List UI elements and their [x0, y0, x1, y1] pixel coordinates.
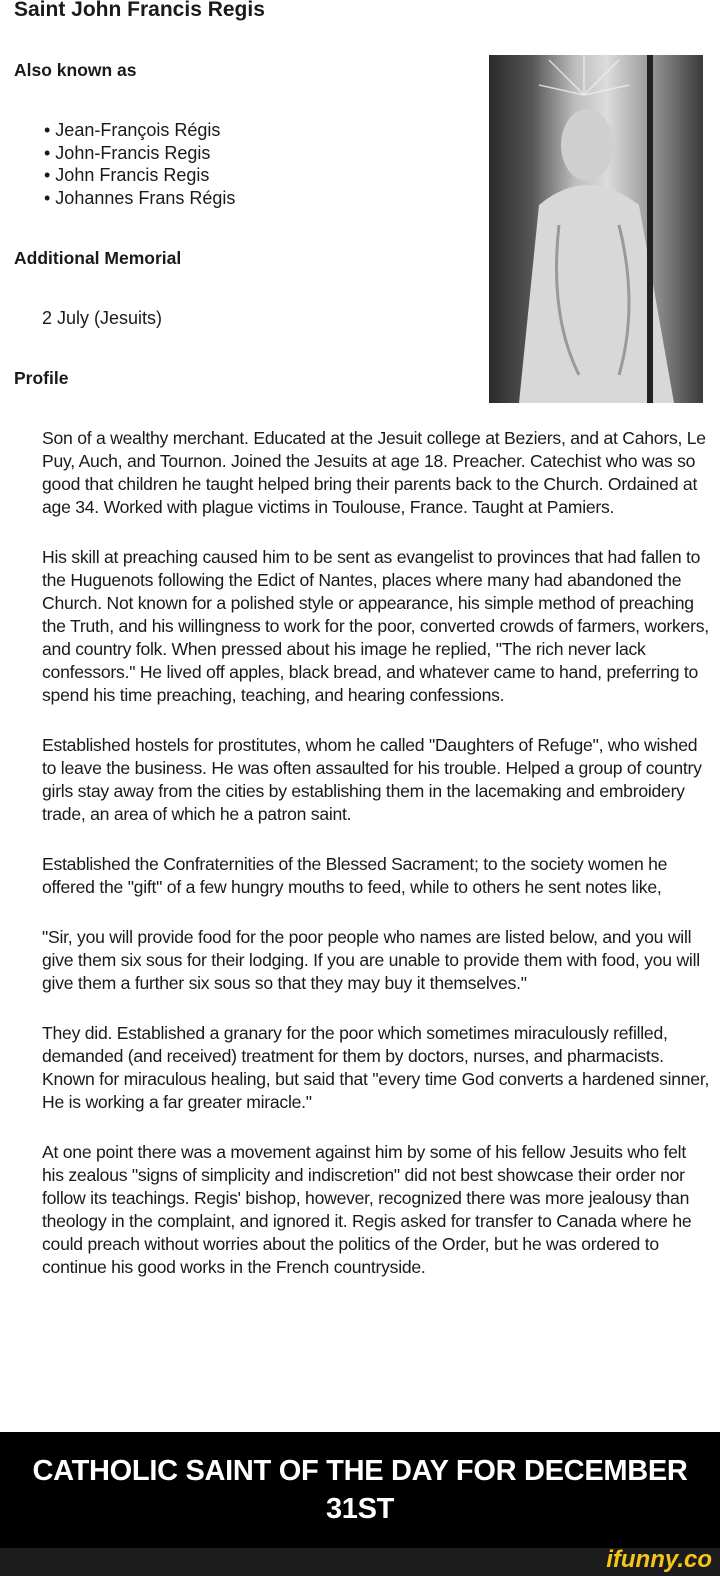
paragraph: His skill at preaching caused him to be sent as evangelist to provinces that had fallen to the Huguenots following the Edict of Nantes, places where many had abandoned the Church. Not known for a polished style or appearance, his simple method of preaching the Truth, and his willingness to work for the poor, converted crowds of farmers, workers, and country folk. When pressed about his image he replied, "The rich never lack confessors." He lived off apples, black bread, and whatever came to hand, preferring to spend his time preaching, teaching, and hearing confessions.	[42, 547, 709, 705]
memorial-heading: Additional Memorial	[14, 248, 182, 268]
paragraph: They did. Established a granary for the poor which sometimes miraculously refilled, demanded (and received) treatment for them by doctors, nurses, and pharmacists. Known for miraculous healing, but said that "every time God converts a hardened sinner, He is working a far greater miracle."	[42, 1023, 710, 1112]
page-title: Saint John Francis Regis	[14, 0, 265, 21]
profile-heading: Profile	[14, 368, 69, 388]
aka-heading: Also known as	[14, 60, 137, 80]
paragraph: Established the Confraternities of the Blessed Sacrament; to the society women he offered the "gift" of a few hungry mouths to feed, while to others he sent notes like,	[42, 854, 668, 897]
paragraph: At one point there was a movement against him by some of his fellow Jesuits who felt his zealous "signs of simplicity and indiscretion" did not best showcase their order nor follow its teachings. Regis' bishop, however, recognized there was more jealousy than theology in the complaint, and ignored it. Regis asked for transfer to Canada where he could preach without worries about the politics of the Order, but he was ordered to continue his good works in the French countryside.	[42, 1142, 692, 1277]
caption-banner	[0, 1432, 720, 1548]
ifunny-watermark: ifunny.co	[606, 1546, 712, 1573]
aka-list	[44, 119, 235, 210]
list-item: • Johannes Frans Régis	[44, 188, 236, 209]
footer-bar	[0, 1548, 720, 1576]
memorial-date: 2 July (Jesuits)	[42, 308, 163, 328]
paragraph: "Sir, you will provide food for the poor people who names are listed below, and you will give them six sous for their lodging. If you are unable to provide them with food, you will give them a further six sous so that they may buy it themselves."	[42, 927, 700, 993]
list-item: • John Francis Regis	[44, 165, 210, 186]
list-item: • Jean-François Régis	[44, 120, 221, 140]
caption-text: CATHOLIC SAINT OF THE DAY FOR DECEMBER 31ST	[32, 1455, 688, 1525]
saint-statue-image	[489, 55, 703, 403]
paragraph: Son of a wealthy merchant. Educated at the Jesuit college at Beziers, and at Cahors, Le Puy, Auch, and Tournon. Joined the Jesuits at age 18. Preacher. Catechist who was so good that children he taught helped bring their parents back to the Church. Ordained at age 34. Worked with plague victims in Toulouse, France. Taught at Pamiers.	[42, 428, 706, 517]
profile-text	[42, 427, 710, 1306]
list-item: • John-Francis Regis	[44, 142, 211, 163]
paragraph: Established hostels for prostitutes, whom he called "Daughters of Refuge", who wished to leave the business. He was often assaulted for his trouble. Helped a group of country girls stay away from the cities by establishing them in the lacemaking and embroidery trade, an area of which he a patron saint.	[42, 735, 702, 824]
